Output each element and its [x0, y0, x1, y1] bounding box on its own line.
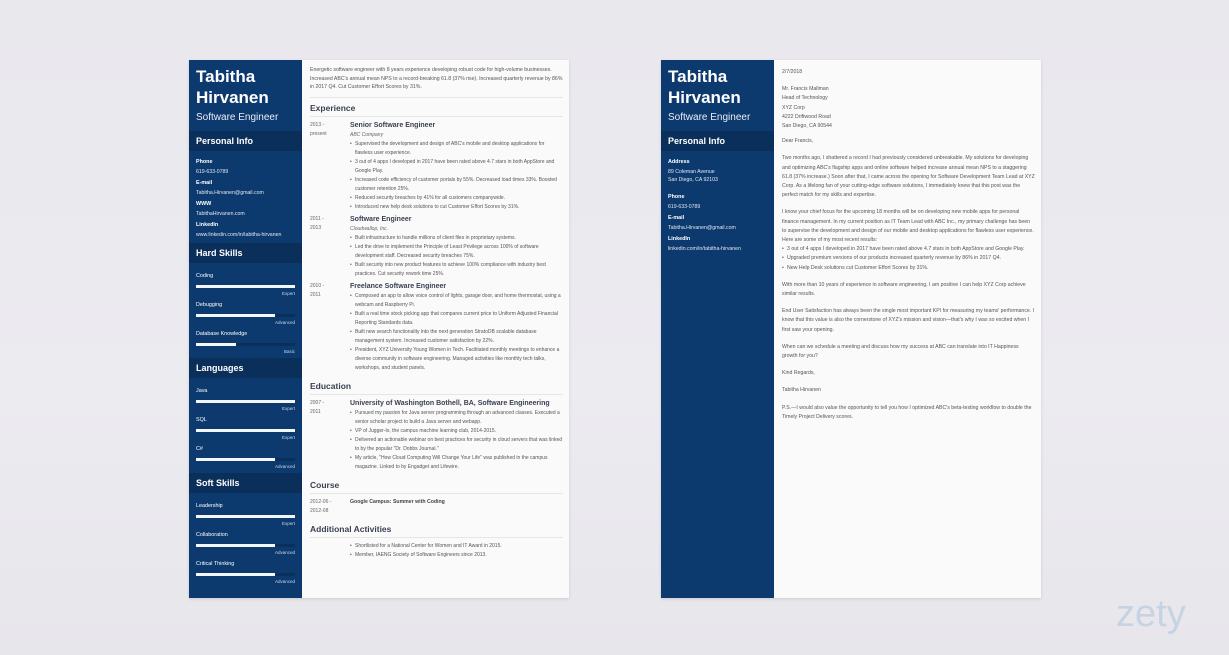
bullet: • President, XYZ University Young Women in Tech. Facilitated monthly meetings to enhance a diverse community in software engineering. Managed activities like monthly tech talks, workshops, and student panels.: [350, 346, 563, 373]
experience-heading: Experience: [310, 98, 563, 117]
job-entry: [310, 282, 563, 373]
date-start: 2010 -: [310, 283, 325, 290]
job-entry: [310, 215, 563, 279]
greeting: Dear Francis,: [782, 138, 814, 145]
letter-body: [774, 60, 1041, 598]
skill-bar-fill: [196, 343, 236, 346]
job-title: Software Engineer: [350, 216, 412, 224]
job-dates: [310, 282, 350, 373]
date-end: present: [310, 131, 327, 138]
soft-skill-bar: [196, 573, 295, 576]
zety-logo: zety: [1116, 593, 1186, 635]
www-label: WWW: [196, 201, 212, 207]
skill-item: [196, 331, 295, 354]
education-title: University of Washington Bothell, BA, Software Engineering: [350, 400, 550, 408]
bullet: • Supervised the development and design of ABC's mobile and desktop applications for flawless user experience.: [350, 140, 563, 158]
bullet: • 3 out of 4 apps I developed in 2017 have been rated above 4.7 stars in both AppStore and Google Play.: [782, 245, 1035, 254]
bullet: • Upgraded premium versions of our products increased quarterly revenue by 86% in 2017 Q4.: [782, 254, 1035, 263]
bullet: • 3 out of 4 apps I developed in 2017 have been rated above 4.7 stars in both AppStore and Google Play.: [350, 158, 563, 176]
soft-skill-bar: [196, 544, 295, 547]
personal-info-heading: Personal Info: [661, 131, 774, 151]
language-bar-fill: [196, 400, 295, 403]
course-entry: [310, 498, 563, 516]
language-level: Expert: [281, 435, 295, 440]
paragraph-2: I know your chief focus for the upcoming 18 months will be on developing new mobile apps for personal finance management. In my current position as IT Team Lead with ABC Inc., my primary challenge has been to supervise the development and design of our mobile and desktop applications for flawless user experience. Here are some of my most recent results:: [782, 209, 1034, 244]
language-bar: [196, 429, 295, 432]
bullet: • VP of Jugger-lo, the campus machine learning club, 2014-2015.: [350, 427, 563, 436]
cover-sidebar: [661, 60, 774, 598]
recipient-city: San Diego, CA 90544: [782, 123, 832, 130]
language-bar: [196, 458, 295, 461]
job-title: Software Engineer: [196, 112, 279, 123]
email-value: Tabitha.Hirvanen@gmail.com: [196, 190, 264, 196]
postscript: P.S.—I would also value the opportunity to tell you how I optimized ABC's beta-testing workflow to double the Timely Project Delivery scores.: [782, 404, 1032, 420]
bullet: • Introduced new help desk solutions to cut Customer Effort Scores by 31%.: [350, 203, 563, 212]
date-end: 2013: [310, 225, 322, 232]
job-title: Software Engineer: [668, 112, 751, 123]
soft-skill-item: [196, 532, 295, 555]
date-end: 2011: [310, 409, 321, 416]
first-name: Tabitha: [196, 67, 256, 86]
education-body: [350, 399, 563, 472]
job-body: [350, 121, 563, 212]
course-heading: Course: [310, 475, 563, 494]
skill-bar: [196, 343, 295, 346]
date-end: 2012-08: [310, 508, 329, 515]
job-bullets: [350, 140, 563, 212]
education-heading: Education: [310, 376, 563, 395]
bullet: • Shortlisted for a National Center for Women and IT Award in 2015.: [350, 542, 563, 551]
language-item: [196, 388, 295, 411]
linkedin-value: www.linkedin.com/in/tabitha-hirvanen: [196, 232, 282, 238]
education-dates: [310, 399, 350, 472]
language-item: [196, 417, 295, 440]
closing: Kind Regards,: [782, 370, 815, 377]
resume-name: [189, 60, 302, 108]
recipient-street: 4222 Driftwood Road: [782, 113, 831, 120]
soft-skill-level: Advanced: [274, 579, 295, 584]
www-value: TabithaHirvanen.com: [196, 211, 245, 217]
soft-skill-item: [196, 503, 295, 526]
recipient-role: Head of Technology: [782, 95, 828, 102]
phone-value: 619-633-0789: [196, 169, 229, 175]
skill-name: Debugging: [196, 302, 223, 308]
job-title: Senior Software Engineer: [350, 122, 436, 130]
language-bar: [196, 400, 295, 403]
course-title: Google Campus: Summer with Coding: [350, 499, 445, 506]
hard-skills-block: [189, 263, 302, 358]
signature: Tabitha Hirvanen: [782, 387, 821, 394]
job-bullets: [350, 234, 563, 279]
letter-date: 2/7/2018: [782, 69, 803, 75]
skill-bar: [196, 314, 295, 317]
job-bullets: [350, 292, 563, 373]
address-label: Address: [668, 159, 690, 165]
summary: Energetic software engineer with 8 years experience developing robust code for high-volume businesses. Increased ABC's annual mean NPS to a record-breaking 61.8 (37% rise). Increased quarterly revenue by 86% in 2017 Q4. Cut Customer Effort Scores by 31%.: [310, 66, 563, 98]
resume-sidebar: [189, 60, 302, 598]
paragraph-3: With more than 10 years of experience in software engineering, I am positive I can help XYZ Corp achieve similar results.: [782, 281, 1026, 298]
linkedin-label: LinkedIn: [196, 222, 219, 228]
hard-skills-heading: Hard Skills: [189, 243, 302, 263]
soft-skills-block: [189, 493, 302, 588]
activities-heading: Additional Activities: [310, 519, 563, 538]
language-name: C#: [196, 446, 203, 452]
job-entry: [310, 121, 563, 212]
soft-skill-level: Expert: [281, 521, 295, 526]
skill-bar: [196, 285, 295, 288]
language-level: Expert: [281, 406, 295, 411]
phone-label: Phone: [668, 194, 685, 200]
bullet: • Pursued my passion for Java server programming through an advanced classes. Executed a senior scholar project to build a Java server and webapp.: [350, 409, 563, 427]
bullet: • Built a real time stock picking app that compares current price to Uniform Adjusted Financial Reporting Standards data.: [350, 310, 563, 328]
soft-skill-name: Critical Thinking: [196, 561, 235, 567]
cover-letter-page: [661, 60, 1041, 598]
skill-level: Advanced: [274, 320, 295, 325]
skill-item: [196, 302, 295, 325]
last-name: Hirvanen: [668, 88, 741, 107]
last-name: Hirvanen: [196, 88, 269, 107]
personal-info-block: [189, 151, 302, 243]
bullet: • Composed an app to allow voice control of lights, garage door, and home thermostat, using a webcam and Raspberry Pi.: [350, 292, 563, 310]
recipient-company: XYZ Corp: [782, 104, 805, 111]
activities-bullets: [310, 542, 563, 560]
skill-bar-fill: [196, 314, 275, 317]
phone-label: Phone: [196, 159, 213, 165]
language-level: Advanced: [274, 464, 295, 469]
bullet: • Increased code efficiency of customer portals by 55%. Decreased load times 33%. Boosted customer retention 25%.: [350, 176, 563, 194]
linkedin-label: LinkedIn: [668, 236, 691, 242]
date-end: 2011: [310, 292, 321, 299]
bullet: • Built infrastructure to handle millions of client files in proprietary systems.: [350, 234, 563, 243]
paragraph-4: End User Satisfaction has always been the single most important KPI for measuring my teams' performance. I know that this value is also the cornerstone of XYZ's mission and vision—that's why I was so excited when I first saw your opening.: [782, 308, 1035, 333]
language-item: [196, 446, 295, 469]
soft-skill-item: [196, 561, 295, 584]
languages-block: [189, 378, 302, 473]
skill-level: Basic: [283, 349, 295, 354]
cover-name: [661, 60, 774, 108]
job-company: ABC Company: [350, 132, 384, 139]
paragraph-5: When can we schedule a meeting and discuss how my success at ABC can translate into IT Happiness growth for you?: [782, 343, 1019, 360]
bullet: • Built security into new product features to achieve 100% compliance with industry best practices. Cut security rework time 25%.: [350, 261, 563, 279]
bullet: • Reduced security breaches by 41% for all customers companywide.: [350, 194, 563, 203]
date-start: 2007 -: [310, 400, 325, 407]
skill-name: Database Knowledge: [196, 331, 248, 337]
date-start: 2012-06 -: [310, 499, 332, 506]
address-line-1: 89 Coleman Avenue: [668, 169, 715, 175]
job-title: Freelance Software Engineer: [350, 283, 447, 291]
language-name: SQL: [196, 417, 207, 423]
personal-info-heading: Personal Info: [189, 131, 302, 151]
education-entry: [310, 399, 563, 472]
bullet: • Member, IAENG Society of Software Engineers since 2013.: [350, 551, 563, 560]
job-dates: [310, 121, 350, 212]
soft-skills-heading: Soft Skills: [189, 473, 302, 493]
job-company: Cloudwallop, Inc.: [350, 226, 389, 233]
course-body: [350, 498, 563, 516]
bullet: • Led the drive to implement the Principle of Least Privilege across 100% of software development staff. Decreased security breaches 75%.: [350, 243, 563, 261]
language-bar-fill: [196, 458, 275, 461]
date-start: 2011 -: [310, 216, 324, 223]
bullet: • Built new search functionality into the next generation StratoDB scalable database management system. Increased customer satisfaction by 22%.: [350, 328, 563, 346]
soft-skill-level: Advanced: [274, 550, 295, 555]
soft-skill-name: Leadership: [196, 503, 223, 509]
soft-skill-bar-fill: [196, 544, 275, 547]
first-name: Tabitha: [668, 67, 728, 86]
job-body: [350, 215, 563, 279]
address-line-2: San Diego, CA 92103: [668, 177, 718, 183]
results-bullets: [782, 245, 1035, 273]
resume-main: [302, 60, 569, 598]
languages-heading: Languages: [189, 358, 302, 378]
soft-skill-bar-fill: [196, 573, 275, 576]
phone-value: 619-633-0789: [668, 204, 701, 210]
skill-item: [196, 273, 295, 296]
recipient-name: Mr. Francis Mallman: [782, 86, 829, 93]
bullet: • New Help Desk solutions cut Customer Effort Scores by 31%.: [782, 264, 1035, 273]
linkedin-value: linkedin.com/in/tabitha-hirvanen: [668, 246, 741, 252]
bullet: • Delivered an actionable webinar on best practices for security in cloud servers that was linked to by the popular "Dr. Dobbs Journal.": [350, 436, 563, 454]
email-value: Tabitha.Hirvanen@gmail.com: [668, 225, 736, 231]
bullet: • My article, "How Cloud Computing Will Change Your Life" was published in the campus magazine. Linked to by Engadget and Lifewire.: [350, 454, 563, 472]
course-dates: [310, 498, 350, 516]
soft-skill-bar-fill: [196, 515, 295, 518]
language-bar-fill: [196, 429, 295, 432]
soft-skill-name: Collaboration: [196, 532, 228, 538]
skill-bar-fill: [196, 285, 295, 288]
recipient-address: [782, 85, 1035, 131]
date-start: 2013 -: [310, 122, 325, 129]
education-bullets: [350, 409, 563, 472]
job-dates: [310, 215, 350, 279]
language-name: Java: [196, 388, 208, 394]
skill-level: Expert: [281, 291, 295, 296]
resume-page: [189, 60, 569, 598]
email-label: E-mail: [196, 180, 213, 186]
soft-skill-bar: [196, 515, 295, 518]
paragraph-1: Two months ago, I shattered a record I had previously considered unbreakable. My solutions for developing and optimizing ABC's flagship apps and online software helped increase annual mean NPS to a staggering 61.8 (37% increase.) Soon after that, I came across the opening for Software Development Team Lead at XYZ Corp. As a lifelong fan of your cutting-edge software solutions, I immediately knew that this post was the perfect match for my skills and expertise.: [782, 155, 1035, 199]
email-label: E-mail: [668, 215, 685, 221]
skill-name: Coding: [196, 273, 214, 279]
personal-info-block: [661, 151, 774, 257]
job-body: [350, 282, 563, 373]
